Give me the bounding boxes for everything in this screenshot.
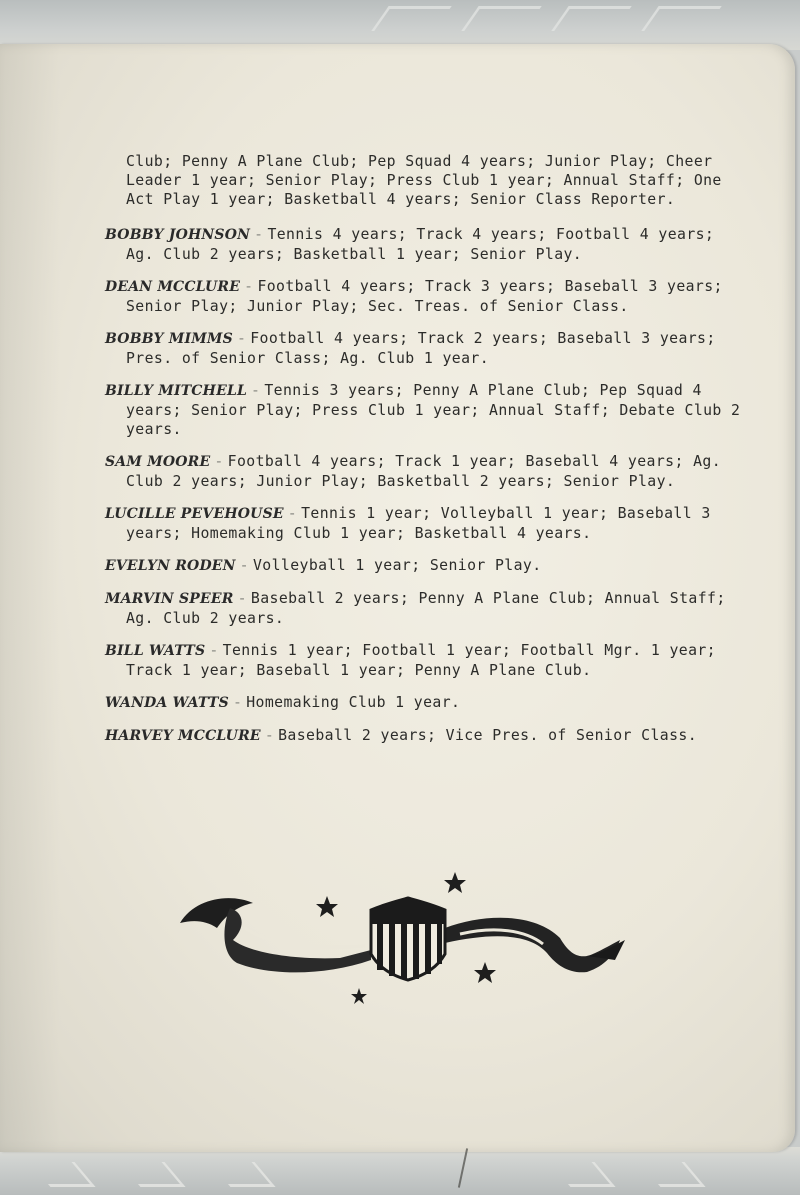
- senior-entry: [105, 693, 745, 713]
- senior-name: BOBBY MIMMS: [105, 331, 233, 347]
- senior-entry: [105, 329, 745, 368]
- senior-name: SAM MOORE: [105, 454, 211, 470]
- shield-icon: [371, 898, 445, 980]
- bottom-border-band: [0, 1147, 800, 1195]
- name-separator: -: [237, 590, 247, 607]
- senior-entry: [105, 589, 745, 628]
- senior-activities: Volleyball 1 year; Senior Play.: [252, 557, 542, 574]
- name-separator: -: [236, 330, 247, 347]
- name-separator: -: [251, 382, 261, 399]
- plane-pattern-icon: [550, 1162, 616, 1187]
- ribbon-shield-emblem: [175, 868, 635, 1008]
- senior-activities: Football 4 years; Track 3 years; Baseball 3 years; Senior Play; Junior Play; Sec. Treas. of Senior Class.: [126, 278, 723, 315]
- senior-activities: Football 4 years; Track 1 year; Baseball 4 years; Ag. Club 2 years; Junior Play; Basketball 2 years; Senior Play.: [126, 453, 722, 490]
- plane-pattern-icon: [641, 6, 722, 31]
- plane-pattern-icon: [640, 1162, 706, 1187]
- senior-entry: [105, 381, 745, 439]
- name-separator: -: [209, 642, 219, 659]
- name-separator: -: [287, 505, 298, 522]
- name-separator: -: [264, 727, 275, 744]
- senior-name: BOBBY JOHNSON: [105, 227, 251, 243]
- senior-entry: [105, 726, 745, 746]
- plane-pattern-icon: [30, 1162, 96, 1187]
- senior-name: MARVIN SPEER: [105, 591, 234, 607]
- name-separator: -: [244, 278, 254, 295]
- senior-activities: Football 4 years; Track 2 years; Baseball 3 years; Pres. of Senior Class; Ag. Club 1 year.: [126, 330, 716, 367]
- senior-activities: Tennis 1 year; Volleyball 1 year; Baseball 3 years; Homemaking Club 1 year; Basketball 4 years.: [126, 505, 711, 542]
- plane-pattern-icon: [120, 1162, 186, 1187]
- plane-pattern-icon: [210, 1162, 276, 1187]
- top-border-band: [0, 0, 800, 50]
- name-separator: -: [254, 226, 264, 243]
- senior-name: EVELYN RODEN: [105, 558, 236, 574]
- senior-entry: [105, 641, 745, 680]
- name-separator: -: [239, 557, 249, 574]
- senior-activities-list: [105, 152, 745, 759]
- senior-entry: [105, 277, 745, 316]
- senior-name: BILLY MITCHELL: [105, 383, 248, 399]
- senior-entry: [105, 504, 745, 543]
- senior-name: WANDA WATTS: [105, 695, 229, 711]
- plane-pattern-icon: [551, 6, 632, 31]
- senior-activities: Tennis 3 years; Penny A Plane Club; Pep Squad 4 years; Senior Play; Press Club 1 year; Annual Staff; Debate Club 2 years.: [126, 382, 741, 438]
- senior-entry: [105, 556, 745, 576]
- continued-entry: Club; Penny A Plane Club; Pep Squad 4 years; Junior Play; Cheer Leader 1 year; Senior Play; Press Club 1 year; Annual Staff; One Act Play 1 year; Basketball 4 years; Senior Class Reporter.: [126, 153, 722, 208]
- plane-pattern-icon: [371, 6, 452, 31]
- senior-activities: Tennis 1 year; Football 1 year; Football Mgr. 1 year; Track 1 year; Baseball 1 year; Penny A Plane Club.: [126, 642, 716, 679]
- senior-activities: Tennis 4 years; Track 4 years; Football 4 years; Ag. Club 2 years; Basketball 1 year; Senior Play.: [126, 226, 715, 263]
- senior-entry: [105, 452, 745, 491]
- name-separator: -: [214, 453, 224, 470]
- senior-name: DEAN MCCLURE: [105, 279, 241, 295]
- senior-activities: Baseball 2 years; Vice Pres. of Senior Class.: [278, 727, 698, 744]
- senior-entry: [105, 225, 745, 264]
- plane-pattern-icon: [461, 6, 542, 31]
- senior-name: BILL WATTS: [105, 643, 206, 659]
- senior-name: HARVEY MCCLURE: [105, 728, 261, 744]
- senior-activities: Homemaking Club 1 year.: [246, 694, 461, 711]
- name-separator: -: [232, 694, 243, 711]
- page-edge-shade: [0, 44, 60, 1152]
- senior-activities: Baseball 2 years; Penny A Plane Club; Annual Staff; Ag. Club 2 years.: [126, 590, 726, 627]
- senior-name: LUCILLE PEVEHOUSE: [105, 506, 284, 522]
